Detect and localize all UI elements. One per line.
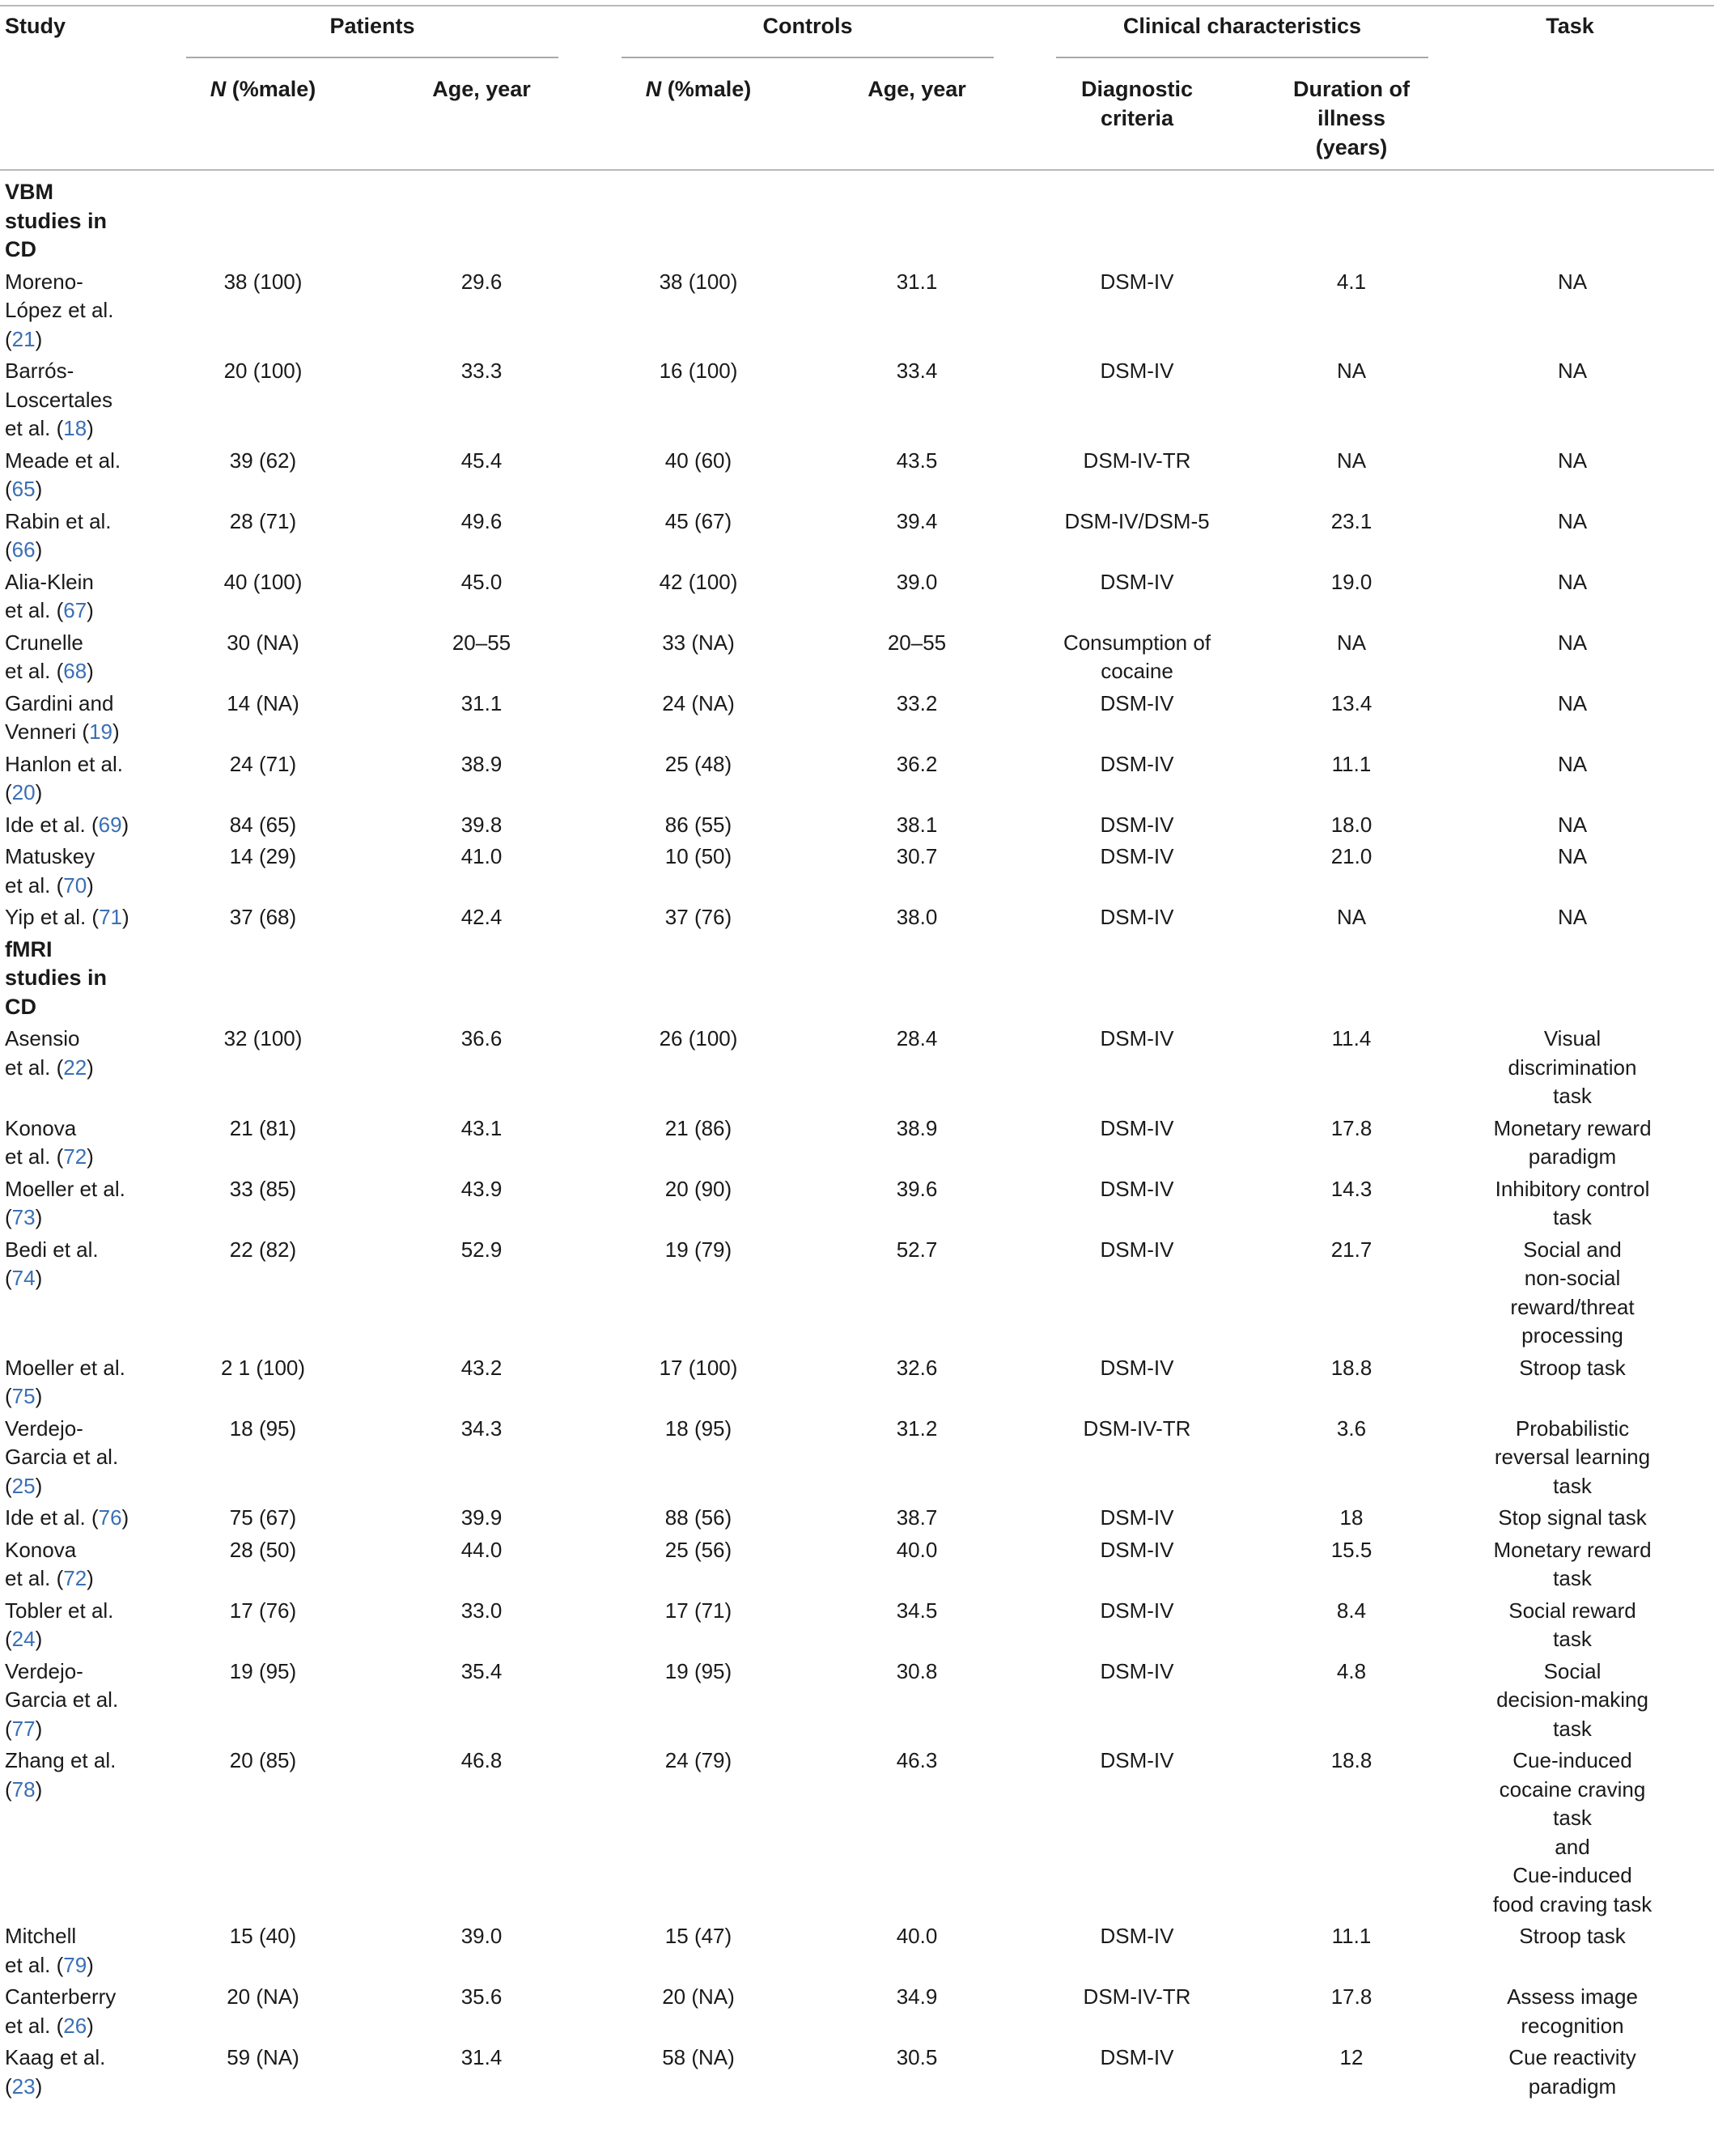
controls-n-cell: 37 (76): [664, 905, 732, 929]
patients-n-cell: 20 (85): [229, 1748, 297, 1772]
task-cell: Monetary reward paradigm: [1493, 1115, 1652, 1169]
table-row: [0, 265, 1714, 354]
controls-n-cell: 16 (100): [659, 359, 738, 383]
reference-link[interactable]: 18: [63, 416, 87, 440]
duration-cell: 21.7: [1330, 1237, 1372, 1262]
patients-age-cell: 38.9: [460, 751, 503, 776]
controls-age-cell: 38.0: [896, 905, 938, 929]
study-cell: Konova et al. (72): [5, 1115, 94, 1169]
patients-n-cell: 17 (76): [229, 1598, 297, 1623]
duration-cell: 18.8: [1330, 1355, 1372, 1380]
task-cell: Social decision-making task: [1496, 1658, 1648, 1741]
controls-age-cell: 30.8: [896, 1658, 938, 1683]
patients-age-cell: 44.0: [460, 1537, 503, 1562]
controls-n-cell: 88 (56): [664, 1505, 732, 1530]
controls-n-cell: 24 (NA): [662, 690, 735, 715]
study-cell: Kaag et al. (23): [5, 2045, 106, 2099]
diagnostic-criteria-cell: DSM-IV/DSM-5: [1064, 508, 1210, 533]
diagnostic-criteria-cell: DSM-IV: [1100, 690, 1174, 715]
reference-link[interactable]: 77: [11, 1716, 36, 1741]
table-row: [0, 444, 1714, 504]
task-cell: Cue reactivity paradigm: [1508, 2045, 1636, 2099]
table-row: [0, 1111, 1714, 1172]
table-row: [0, 626, 1714, 686]
controls-n-cell: 24 (79): [664, 1748, 732, 1772]
diagnostic-criteria-cell: Consumption of cocaine: [1063, 630, 1211, 683]
controls-n-cell: 19 (79): [664, 1237, 732, 1262]
reference-link[interactable]: 76: [98, 1505, 122, 1530]
task-cell: Stop signal task: [1498, 1505, 1647, 1530]
table-row: [0, 900, 1714, 932]
controls-n-cell: 33 (NA): [662, 630, 735, 655]
study-cell: Asensio et al. (22): [5, 1026, 94, 1080]
reference-link[interactable]: 19: [89, 719, 112, 744]
patients-n-cell: 28 (50): [229, 1537, 297, 1562]
reference-link[interactable]: 67: [63, 598, 87, 622]
patients-n-cell: 28 (71): [229, 508, 297, 533]
duration-cell: 17.8: [1330, 1115, 1372, 1140]
table-row: [0, 1594, 1714, 1654]
duration-cell: 11.4: [1331, 1026, 1372, 1050]
patients-n-cell: 59 (NA): [227, 2045, 299, 2069]
task-cell: Social and non-social reward/threat processing: [1510, 1237, 1635, 1348]
table-row: [0, 2040, 1714, 2101]
header-task: Task: [1546, 14, 1594, 38]
study-cell: Alia-Klein et al. (67): [5, 569, 94, 622]
patients-age-cell: 43.1: [460, 1115, 503, 1140]
controls-age-cell: 36.2: [896, 751, 938, 776]
patients-n-cell: 2 1 (100): [220, 1355, 306, 1380]
diagnostic-criteria-cell: DSM-IV-TR: [1083, 1984, 1191, 2009]
controls-age-cell: 31.2: [896, 1415, 938, 1441]
study-cell: Konova et al. (72): [5, 1537, 94, 1590]
patients-n-cell: 75 (67): [229, 1505, 297, 1530]
reference-link[interactable]: 72: [63, 1144, 87, 1169]
controls-age-cell: 43.5: [896, 448, 938, 473]
table-row: [0, 747, 1714, 808]
diagnostic-criteria-cell: DSM-IV: [1100, 751, 1174, 776]
table-row: [0, 839, 1714, 900]
reference-link[interactable]: 79: [63, 1952, 87, 1977]
patients-n-cell: 32 (100): [223, 1026, 303, 1050]
diagnostic-criteria-cell: DSM-IV: [1100, 1537, 1174, 1562]
patients-age-cell: 36.6: [460, 1026, 503, 1050]
controls-age-cell: 39.4: [896, 508, 938, 533]
table-row: [0, 1500, 1714, 1533]
study-cell: Verdejo- Garcia et al. (77): [5, 1658, 119, 1741]
controls-n-cell: 21 (86): [664, 1115, 732, 1140]
patients-age-cell: 46.8: [460, 1748, 503, 1772]
duration-cell: 18.8: [1330, 1748, 1372, 1772]
task-cell: Visual discrimination task: [1508, 1026, 1637, 1108]
patients-n-cell: 14 (29): [229, 844, 297, 868]
clinical-underline: [1056, 57, 1428, 58]
diagnostic-criteria-cell: DSM-IV: [1100, 1026, 1174, 1050]
header-controls: Controls: [762, 14, 853, 38]
patients-n-cell: 84 (65): [229, 812, 297, 837]
duration-cell: 11.1: [1331, 1924, 1372, 1948]
header-patients-age: Age, year: [432, 77, 531, 101]
table-row: [0, 565, 1714, 626]
controls-age-cell: 39.6: [896, 1176, 938, 1201]
study-cell: Gardini and Venneri (19): [5, 690, 120, 744]
reference-link[interactable]: 74: [11, 1266, 36, 1290]
reference-link[interactable]: 73: [11, 1205, 36, 1229]
patients-n-cell: 18 (95): [229, 1415, 297, 1441]
controls-age-cell: 30.7: [896, 844, 938, 868]
patients-age-cell: 41.0: [460, 844, 503, 868]
task-cell: NA: [1557, 359, 1588, 383]
patients-age-cell: 31.1: [460, 690, 503, 715]
patients-age-cell: 33.3: [460, 359, 503, 383]
duration-cell: 3.6: [1336, 1415, 1367, 1441]
reference-link[interactable]: 65: [11, 477, 36, 501]
task-cell: NA: [1557, 751, 1588, 776]
table-row: [0, 1233, 1714, 1351]
controls-n-cell: 19 (95): [664, 1658, 732, 1683]
study-cell: Matuskey et al. (70): [5, 844, 95, 898]
controls-n-cell: 58 (NA): [662, 2045, 735, 2069]
patients-age-cell: 35.6: [460, 1984, 503, 2009]
controls-age-cell: 31.1: [896, 269, 938, 294]
study-cell: Verdejo- Garcia et al. (25): [5, 1415, 119, 1498]
patients-age-cell: 45.4: [460, 448, 503, 473]
task-cell: Monetary reward task: [1493, 1537, 1652, 1590]
controls-underline: [622, 57, 994, 58]
diagnostic-criteria-cell: DSM-IV: [1100, 1748, 1174, 1772]
controls-age-cell: 38.7: [896, 1505, 938, 1530]
table-row: [0, 686, 1714, 747]
duration-cell: 4.1: [1336, 269, 1367, 294]
diagnostic-criteria-cell: DSM-IV: [1100, 812, 1174, 837]
section-header-row: [0, 175, 1714, 265]
reference-link[interactable]: 23: [11, 2073, 36, 2099]
study-cell: Ide et al. (76): [5, 1505, 129, 1530]
controls-age-cell: 28.4: [896, 1026, 938, 1050]
header-clinical-characteristics: Clinical characteristics: [1122, 14, 1362, 38]
study-cell: Moeller et al. (73): [5, 1176, 125, 1229]
header-duration-of-illness: Duration of illness (years): [1293, 77, 1410, 159]
patients-age-cell: 29.6: [460, 269, 503, 294]
diagnostic-criteria-cell: DSM-IV: [1100, 1355, 1174, 1380]
duration-cell: 21.0: [1330, 844, 1372, 868]
duration-cell: NA: [1336, 359, 1367, 383]
controls-age-cell: 32.6: [896, 1355, 938, 1380]
duration-cell: 17.8: [1330, 1984, 1372, 2009]
diagnostic-criteria-cell: DSM-IV: [1100, 1115, 1174, 1140]
patients-n-cell: 20 (100): [223, 359, 303, 383]
task-cell: NA: [1557, 905, 1588, 929]
patients-n-cell: 37 (68): [229, 905, 297, 929]
reference-link[interactable]: 20: [11, 780, 36, 804]
reference-link[interactable]: 78: [11, 1776, 36, 1802]
diagnostic-criteria-cell: DSM-IV: [1100, 1924, 1174, 1948]
patients-underline: [186, 57, 558, 58]
controls-age-cell: 40.0: [896, 1924, 938, 1948]
reference-link[interactable]: 68: [63, 659, 87, 683]
study-cell: Rabin et al. (66): [5, 508, 112, 562]
table-top-rule: [0, 5, 1714, 6]
patients-age-cell: 39.8: [460, 812, 503, 837]
duration-cell: 14.3: [1330, 1176, 1372, 1201]
patients-age-cell: 49.6: [460, 508, 503, 533]
header-patients: Patients: [329, 14, 415, 38]
controls-n-cell: 15 (47): [664, 1924, 732, 1948]
diagnostic-criteria-cell: DSM-IV: [1100, 1658, 1174, 1683]
diagnostic-criteria-cell: DSM-IV-TR: [1083, 448, 1191, 473]
controls-age-cell: 52.7: [896, 1237, 938, 1262]
task-cell: Probabilistic reversal learning task: [1494, 1415, 1651, 1498]
study-cell: Canterberry et al. (26): [5, 1984, 117, 2038]
patients-age-cell: 31.4: [460, 2045, 503, 2069]
diagnostic-criteria-cell: DSM-IV: [1100, 1237, 1174, 1262]
study-cell: Tobler et al. (24): [5, 1598, 114, 1651]
study-cell: Mitchell et al. (79): [5, 1924, 94, 1977]
reference-link[interactable]: 69: [98, 812, 122, 837]
table-row: [0, 808, 1714, 840]
reference-link[interactable]: 26: [63, 2013, 87, 2038]
duration-cell: 15.5: [1330, 1537, 1372, 1562]
study-cell: Crunelle et al. (68): [5, 630, 94, 683]
diagnostic-criteria-cell: DSM-IV-TR: [1083, 1415, 1191, 1441]
controls-n-cell: 40 (60): [664, 448, 732, 473]
task-cell: Stroop task: [1519, 1355, 1626, 1380]
controls-age-cell: 40.0: [896, 1537, 938, 1562]
patients-n-cell: 22 (82): [229, 1237, 297, 1262]
reference-link[interactable]: 21: [11, 326, 36, 351]
table-row: [0, 1980, 1714, 2040]
patients-n-cell: 30 (NA): [227, 630, 299, 655]
controls-age-cell: 34.9: [896, 1984, 938, 2009]
controls-age-cell: 30.5: [896, 2045, 938, 2069]
reference-link[interactable]: 71: [99, 905, 123, 929]
diagnostic-criteria-cell: DSM-IV: [1100, 844, 1174, 868]
patients-age-cell: 39.0: [460, 1924, 503, 1948]
duration-cell: NA: [1336, 905, 1367, 929]
reference-link[interactable]: 24: [11, 1627, 36, 1651]
patients-age-cell: 43.9: [460, 1176, 503, 1201]
table-row: [0, 1533, 1714, 1594]
controls-n-cell: 20 (NA): [662, 1984, 735, 2009]
task-cell: Social reward task: [1508, 1598, 1636, 1651]
diagnostic-criteria-cell: DSM-IV: [1100, 359, 1174, 383]
section-title: fMRI studies in CD: [5, 936, 108, 1019]
section-header-row: [0, 932, 1714, 1022]
diagnostic-criteria-cell: DSM-IV: [1100, 1598, 1174, 1623]
task-cell: Assess image recognition: [1507, 1984, 1638, 2038]
patients-n-cell: 14 (NA): [227, 690, 299, 715]
duration-cell: 11.1: [1331, 751, 1372, 776]
controls-n-cell: 10 (50): [664, 844, 732, 868]
data-table: [0, 175, 1714, 2101]
study-cell: Hanlon et al. (20): [5, 751, 123, 804]
controls-n-cell: 42 (100): [659, 569, 738, 594]
table-row: [0, 1411, 1714, 1501]
duration-cell: 4.8: [1336, 1658, 1367, 1683]
duration-cell: NA: [1336, 630, 1367, 655]
controls-n-cell: 86 (55): [664, 812, 732, 837]
controls-age-cell: 38.1: [896, 812, 938, 837]
diagnostic-criteria-cell: DSM-IV: [1100, 1505, 1174, 1530]
reference-link[interactable]: 22: [63, 1055, 87, 1080]
patients-age-cell: 45.0: [460, 569, 503, 594]
patients-age-cell: 34.3: [460, 1415, 503, 1441]
header-diagnostic-criteria: Diagnostic criteria: [1080, 77, 1194, 130]
table-row: [0, 1919, 1714, 1980]
controls-age-cell: 33.2: [896, 690, 938, 715]
patients-n-cell: 33 (85): [229, 1176, 297, 1201]
patients-n-cell: 20 (NA): [227, 1984, 299, 2009]
patients-age-cell: 35.4: [460, 1658, 503, 1683]
controls-n-cell: 45 (67): [664, 508, 732, 533]
study-cell: Moreno- López et al. (21): [5, 269, 114, 351]
task-cell: NA: [1557, 269, 1588, 294]
study-cell: Moeller et al. (75): [5, 1355, 125, 1408]
study-cell: Yip et al. (71): [5, 905, 129, 929]
task-cell: NA: [1557, 630, 1588, 655]
patients-n-cell: 40 (100): [223, 569, 303, 594]
table-row: [0, 1021, 1714, 1111]
patients-age-cell: 20–55: [452, 630, 511, 655]
duration-cell: NA: [1336, 448, 1367, 473]
duration-cell: 18.0: [1330, 812, 1372, 837]
controls-age-cell: 20–55: [887, 630, 947, 655]
duration-cell: 18: [1339, 1505, 1364, 1530]
table-row: [0, 354, 1714, 444]
patients-age-cell: 42.4: [460, 905, 503, 929]
diagnostic-criteria-cell: DSM-IV: [1100, 1176, 1174, 1201]
controls-n-cell: 17 (71): [664, 1598, 732, 1623]
patients-age-cell: 52.9: [460, 1237, 503, 1262]
patients-n-cell: 38 (100): [223, 269, 303, 294]
table-row: [0, 1172, 1714, 1233]
task-cell: NA: [1557, 569, 1588, 594]
task-cell: NA: [1557, 690, 1588, 715]
task-cell: NA: [1557, 448, 1588, 473]
task-cell: Inhibitory control task: [1495, 1176, 1650, 1229]
duration-cell: 19.0: [1330, 569, 1372, 594]
study-cell: Barrós- Loscertales et al. (18): [5, 359, 112, 440]
patients-age-cell: 33.0: [460, 1598, 503, 1623]
task-cell: Cue-induced cocaine craving task and Cue-induced food craving task: [1492, 1748, 1652, 1916]
controls-n-cell: 20 (90): [664, 1176, 732, 1201]
table-row: [0, 504, 1714, 565]
study-cell: Ide et al. (69): [5, 812, 129, 837]
patients-age-cell: 43.2: [460, 1355, 503, 1380]
patients-n-cell: 39 (62): [229, 448, 297, 473]
task-cell: NA: [1557, 844, 1588, 868]
task-cell: NA: [1557, 508, 1588, 533]
controls-n-cell: 25 (56): [664, 1537, 732, 1562]
duration-cell: 8.4: [1336, 1598, 1367, 1623]
patients-age-cell: 39.9: [460, 1505, 503, 1530]
controls-n-cell: 18 (95): [664, 1415, 732, 1441]
duration-cell: 23.1: [1330, 508, 1372, 533]
diagnostic-criteria-cell: DSM-IV: [1100, 2045, 1174, 2069]
patients-n-cell: 19 (95): [229, 1658, 297, 1683]
task-cell: Stroop task: [1519, 1924, 1626, 1948]
controls-n-cell: 38 (100): [659, 269, 738, 294]
header-controls-n-male: N (%male): [645, 77, 752, 101]
controls-age-cell: 34.5: [896, 1598, 938, 1623]
diagnostic-criteria-cell: DSM-IV: [1100, 905, 1174, 929]
study-cell: Zhang et al. (78): [5, 1748, 117, 1802]
diagnostic-criteria-cell: DSM-IV: [1100, 269, 1174, 294]
header-study: Study: [5, 14, 66, 38]
patients-n-cell: 21 (81): [229, 1115, 297, 1140]
table-row: [0, 1654, 1714, 1744]
study-cell: Meade et al. (65): [5, 448, 121, 501]
table-row: [0, 1351, 1714, 1411]
reference-link[interactable]: 25: [11, 1473, 36, 1498]
patients-n-cell: 24 (71): [229, 751, 297, 776]
section-title: VBM studies in CD: [5, 180, 108, 261]
reference-link[interactable]: 72: [63, 1566, 87, 1590]
controls-n-cell: 25 (48): [664, 751, 732, 776]
controls-age-cell: 33.4: [896, 359, 938, 383]
header-bottom-rule: [0, 169, 1714, 171]
header-controls-age: Age, year: [868, 77, 966, 101]
controls-n-cell: 17 (100): [659, 1355, 738, 1380]
controls-n-cell: 26 (100): [659, 1026, 738, 1050]
reference-link[interactable]: 66: [11, 537, 36, 562]
controls-age-cell: 38.9: [896, 1115, 938, 1140]
controls-age-cell: 39.0: [896, 569, 938, 594]
task-cell: NA: [1557, 812, 1588, 837]
reference-link[interactable]: 75: [11, 1384, 36, 1408]
diagnostic-criteria-cell: DSM-IV: [1100, 569, 1174, 594]
header-patients-n-male: N (%male): [210, 77, 316, 101]
reference-link[interactable]: 70: [63, 872, 87, 898]
duration-cell: 12: [1339, 2045, 1364, 2069]
duration-cell: 13.4: [1330, 690, 1372, 715]
table-row: [0, 1743, 1714, 1919]
study-cell: Bedi et al. (74): [5, 1237, 99, 1290]
controls-age-cell: 46.3: [896, 1748, 938, 1772]
patients-n-cell: 15 (40): [229, 1924, 297, 1948]
